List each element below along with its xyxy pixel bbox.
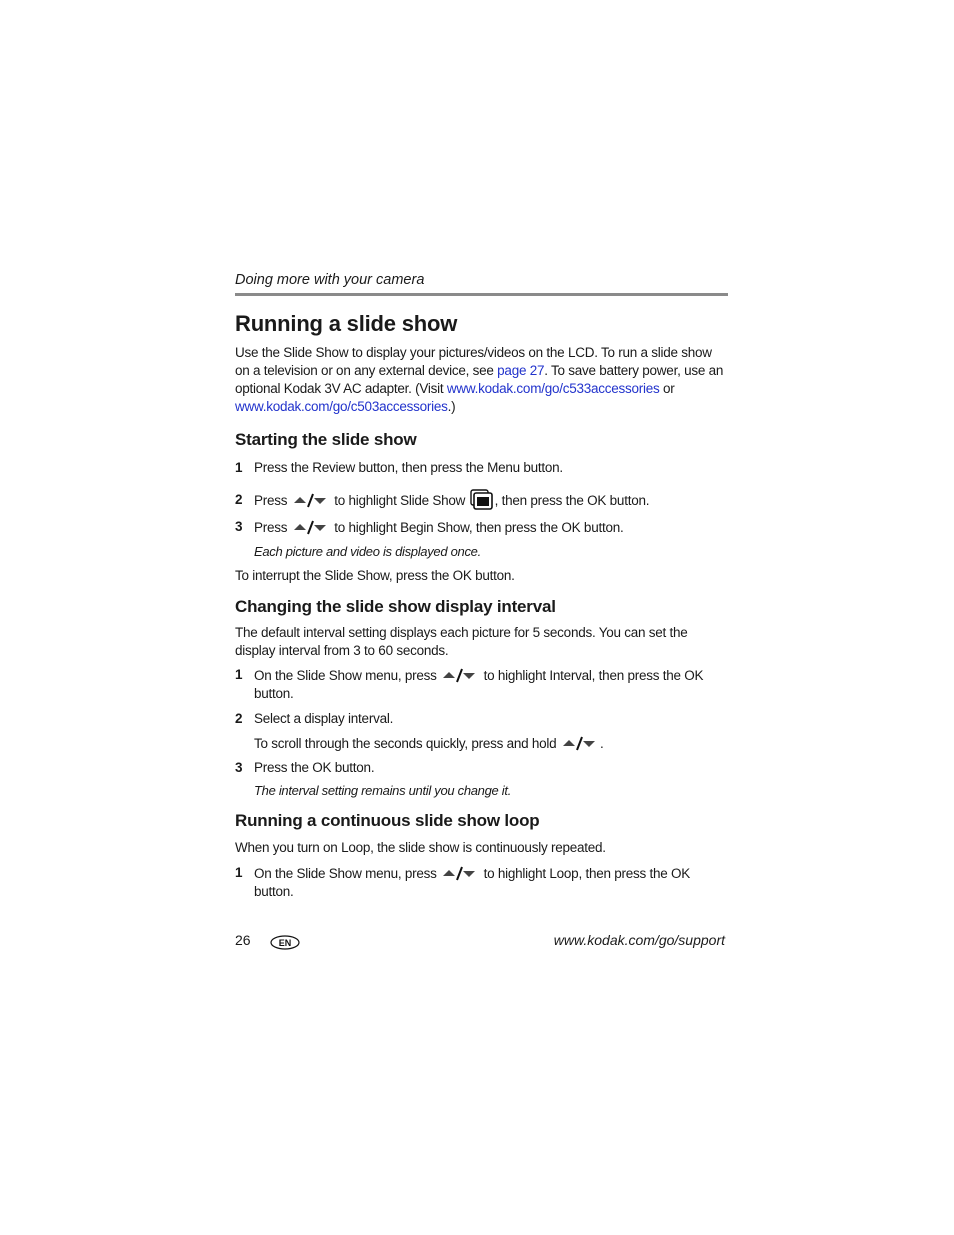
page-27-link[interactable]: page 27 <box>497 363 545 378</box>
slide-show-icon <box>470 489 494 511</box>
running-header: Doing more with your camera <box>235 272 425 288</box>
interval-step-3 <box>235 759 728 777</box>
interval-step-1 <box>235 666 728 703</box>
language-label: EN <box>278 938 292 948</box>
step-text-a: To scroll through the seconds quickly, press and hold <box>254 736 560 751</box>
step-text-a: On the Slide Show menu, press <box>254 866 441 881</box>
interval-note: The interval setting remains until you change it. <box>254 783 511 798</box>
up-down-arrows-icon <box>293 491 329 509</box>
loop-step-1 <box>235 864 728 901</box>
page-title: Running a slide show <box>235 311 458 336</box>
step-number: 3 <box>235 760 243 775</box>
interval-heading: Changing the slide show display interval <box>235 597 556 616</box>
interval-intro: The default interval setting displays each picture for 5 seconds. You can set the display interval from 3 to 60 seconds. <box>235 625 688 658</box>
intro-text-1: Use the Slide Show to display your pictures/videos on the LCD. To run a slide show on a television or on any external device, see <box>235 345 712 378</box>
loop-intro: When you turn on Loop, the slide show is continuously repeated. <box>235 840 606 855</box>
page-number: 26 <box>235 932 251 948</box>
step-text-b: to highlight Interval, then press the OK button. <box>254 668 704 701</box>
c503-accessories-link[interactable]: www.kodak.com/go/c503accessories <box>235 399 448 414</box>
intro-paragraph <box>235 344 728 416</box>
step-number: 2 <box>235 492 243 507</box>
interval-step-2 <box>235 710 728 728</box>
step-number: 1 <box>235 667 243 682</box>
up-down-arrows-icon <box>442 864 478 882</box>
loop-heading: Running a continuous slide show loop <box>235 811 540 830</box>
step-text-a: Press <box>254 520 291 535</box>
page-content <box>235 270 728 901</box>
starting-step-2 <box>235 489 728 512</box>
starting-step-1 <box>235 459 728 477</box>
starting-note: Each picture and video is displayed once. <box>254 544 481 559</box>
step-text-b: to highlight Begin Show, then press the OK button. <box>330 520 624 535</box>
intro-text-3: or <box>659 381 675 396</box>
step-number: 2 <box>235 711 243 726</box>
interval-step-2-detail <box>235 734 728 753</box>
step-text-a: On the Slide Show menu, press <box>254 668 441 683</box>
up-down-arrows-icon <box>562 734 598 752</box>
step-text-b: to highlight Slide Show <box>330 493 469 508</box>
up-down-arrows-icon <box>442 666 478 684</box>
page-footer <box>235 930 728 954</box>
header-rule <box>235 293 728 296</box>
intro-text-2: . To save battery power, use an optional Kodak 3V AC adapter. (Visit <box>235 363 724 396</box>
step-text-a: Press <box>254 493 291 508</box>
interrupt-text: To interrupt the Slide Show, press the OK button. <box>235 568 515 583</box>
step-number: 3 <box>235 519 243 534</box>
starting-heading: Starting the slide show <box>235 430 417 449</box>
step-text: Press the Review button, then press the Menu button. <box>254 460 563 475</box>
step-text: Select a display interval. <box>254 711 394 726</box>
up-down-arrows-icon <box>293 518 329 536</box>
language-badge-icon <box>270 935 300 950</box>
step-number: 1 <box>235 865 243 880</box>
step-number: 1 <box>235 460 243 475</box>
step-text-c: , then press the OK button. <box>494 493 650 508</box>
c533-accessories-link[interactable]: www.kodak.com/go/c533accessories <box>446 381 660 396</box>
step-text-b: . <box>599 736 604 751</box>
step-text: Press the OK button. <box>254 760 375 775</box>
support-url[interactable]: www.kodak.com/go/support <box>553 932 725 948</box>
step-text-b: to highlight Loop, then press the OK button. <box>254 866 691 899</box>
intro-text-4: .) <box>447 399 456 414</box>
starting-step-3 <box>235 518 728 537</box>
